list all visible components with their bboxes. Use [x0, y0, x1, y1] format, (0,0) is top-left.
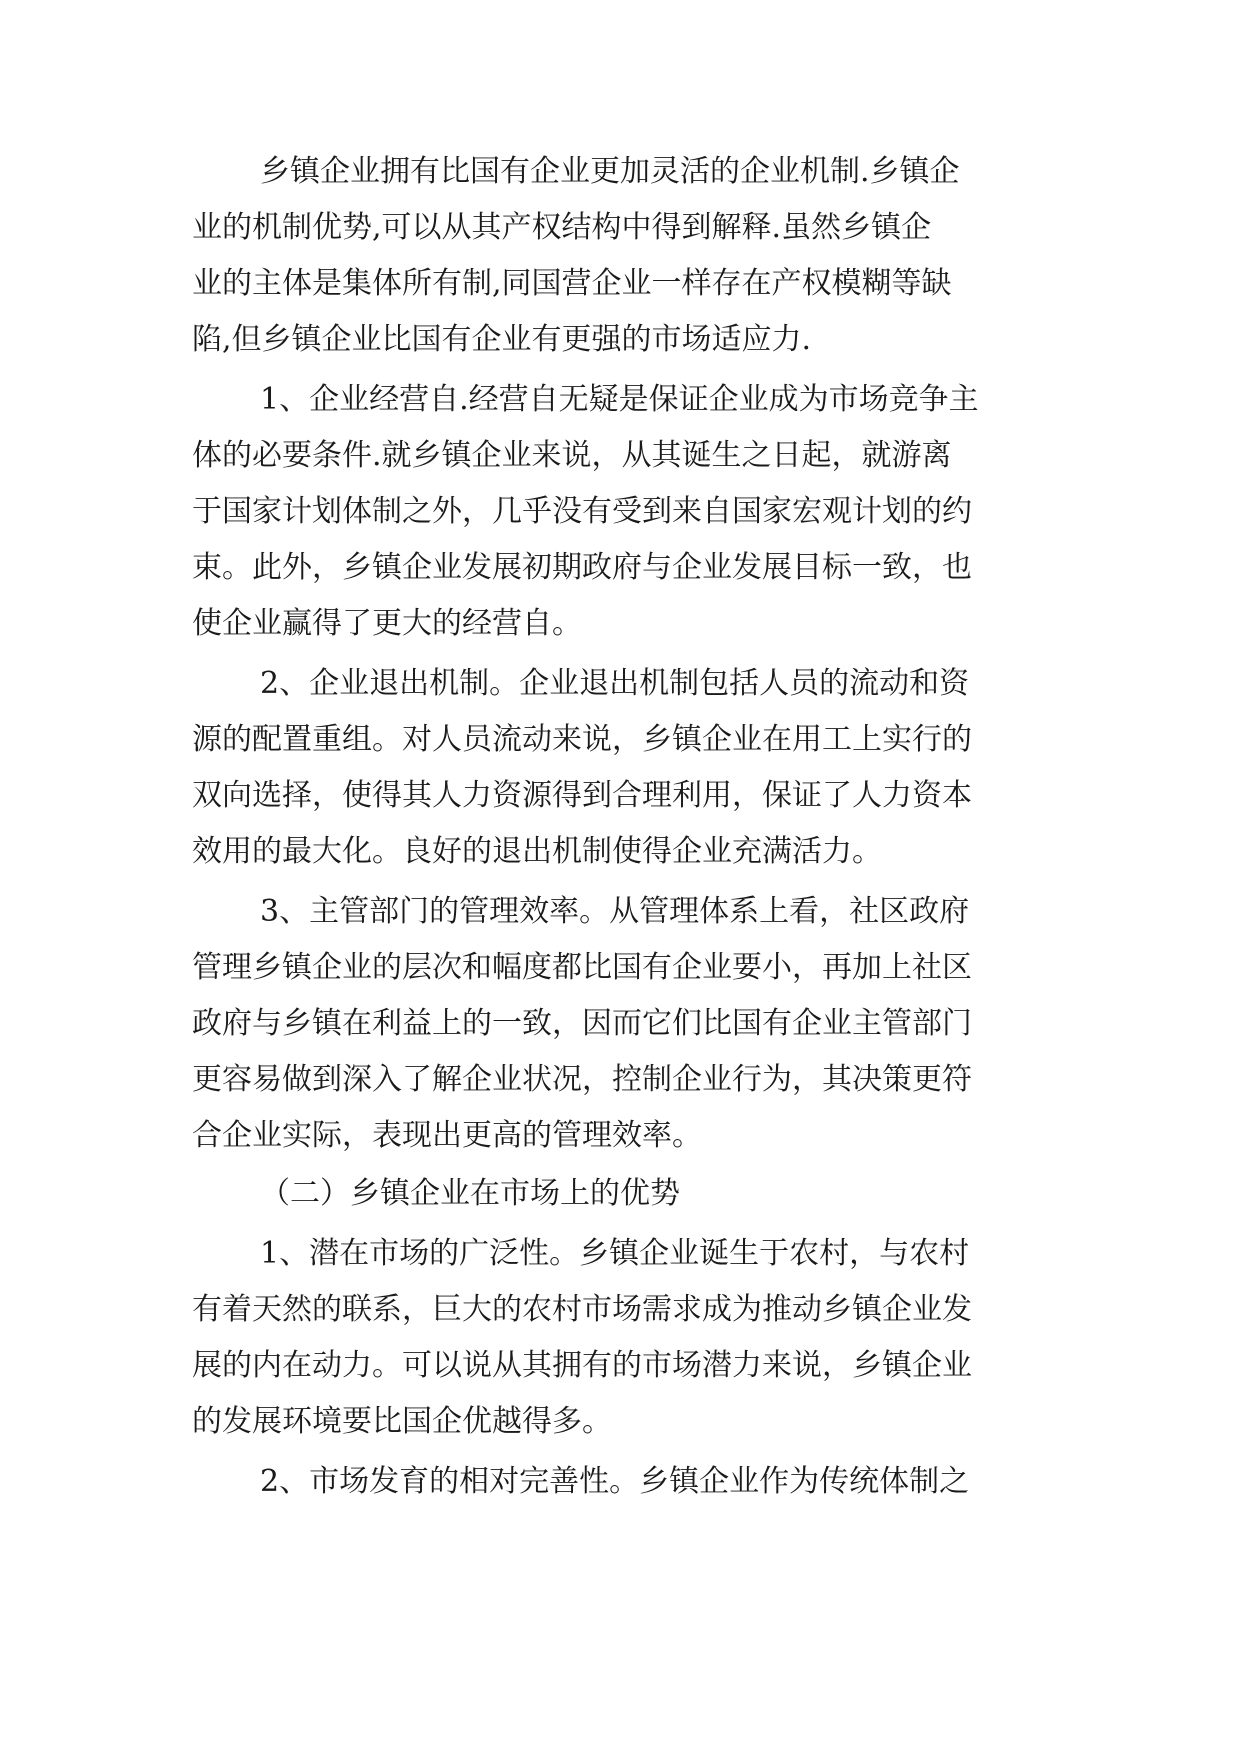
paragraph-line: 束。此外，乡镇企业发展初期政府与企业发展目标一致，也 [192, 550, 972, 585]
paragraph-line: 更容易做到深入了解企业状况，控制企业行为，其决策更符 [192, 1062, 972, 1097]
paragraph-line: 陷,但乡镇企业比国有企业有更强的市场适应力. [192, 322, 812, 357]
paragraph-line: 有着天然的联系，巨大的农村市场需求成为推动乡镇企业发 [192, 1292, 972, 1327]
paragraph-line: 业的主体是集体所有制,同国营企业一样存在产权模糊等缺 [192, 266, 952, 301]
paragraph-line: 3、主管部门的管理效率。从管理体系上看，社区政府 [260, 894, 970, 929]
paragraph-line: 源的配置重组。对人员流动来说，乡镇企业在用工上实行的 [192, 722, 972, 757]
paragraph-line: 合企业实际，表现出更高的管理效率。 [192, 1118, 702, 1153]
paragraph-line: 展的内在动力。可以说从其拥有的市场潜力来说，乡镇企业 [192, 1348, 972, 1383]
paragraph-line: 政府与乡镇在利益上的一致，因而它们比国有企业主管部门 [192, 1006, 972, 1041]
paragraph-line: 2、市场发育的相对完善性。乡镇企业作为传统体制之 [260, 1464, 970, 1499]
paragraph-line: 效用的最大化。良好的退出机制使得企业充满活力。 [192, 834, 882, 869]
paragraph-line: 业的机制优势,可以从其产权结构中得到解释.虽然乡镇企 [192, 210, 932, 245]
paragraph-line: 于国家计划体制之外，几乎没有受到来自国家宏观计划的约 [192, 494, 972, 529]
paragraph-line: 2、企业退出机制。企业退出机制包括人员的流动和资 [260, 666, 970, 701]
paragraph-line: 乡镇企业拥有比国有企业更加灵活的企业机制.乡镇企 [260, 154, 960, 189]
paragraph-line: 使企业赢得了更大的经营自。 [192, 606, 582, 641]
paragraph-line: 1、企业经营自.经营自无疑是保证企业成为市场竞争主 [260, 382, 979, 417]
section-heading: （二）乡镇企业在市场上的优势 [260, 1176, 680, 1211]
paragraph-line: 管理乡镇企业的层次和幅度都比国有企业要小，再加上社区 [192, 950, 972, 985]
paragraph-line: 1、潜在市场的广泛性。乡镇企业诞生于农村，与农村 [260, 1236, 970, 1271]
paragraph-line: 的发展环境要比国企优越得多。 [192, 1404, 612, 1439]
paragraph-line: 体的必要条件.就乡镇企业来说，从其诞生之日起，就游离 [192, 438, 952, 473]
paragraph-line: 双向选择，使得其人力资源得到合理利用，保证了人力资本 [192, 778, 972, 813]
